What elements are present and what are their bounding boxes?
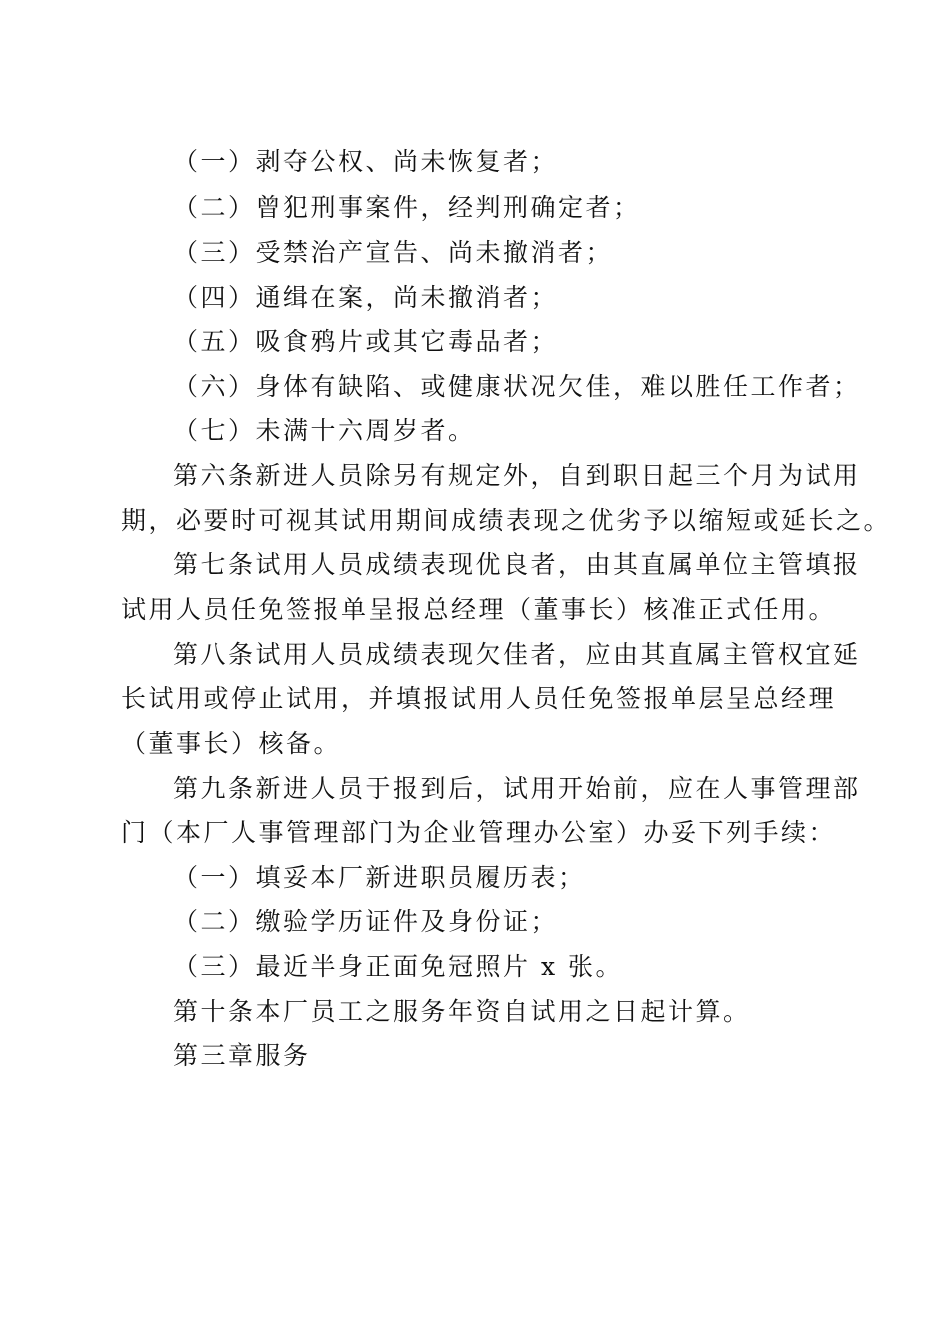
list-item-disqualification-7: （七）未满十六周岁者。 (173, 416, 476, 445)
article-8-line-3: （董事长）核备。 (121, 729, 342, 758)
article-7-line-2: 试用人员任免签报单呈报总经理（董事长）核准正式任用。 (121, 595, 837, 624)
article-9-line-1: 第九条新进人员于报到后，试用开始前，应在人事管理部 (173, 774, 861, 803)
list-item-procedure-1: （一）填妥本厂新进职员履历表； (173, 863, 586, 892)
article-8-line-1: 第八条试用人员成绩表现欠佳者，应由其直属主管权宜延 (173, 640, 861, 669)
list-item-disqualification-1: （一）剥夺公权、尚未恢复者； (173, 147, 559, 176)
list-item-disqualification-6: （六）身体有缺陷、或健康状况欠佳，难以胜任工作者； (173, 372, 861, 401)
article-8-line-2: 长试用或停止试用，并填报试用人员任免签报单层呈总经理 (121, 684, 837, 713)
article-9-line-2: 门（本厂人事管理部门为企业管理办公室）办妥下列手续： (121, 818, 837, 847)
list-item-disqualification-3: （三）受禁治产宣告、尚未撤消者； (173, 238, 614, 267)
article-6-line-1: 第六条新进人员除另有规定外，自到职日起三个月为试用 (173, 461, 861, 490)
list-item-disqualification-4: （四）通缉在案，尚未撤消者； (173, 283, 559, 312)
article-10: 第十条本厂员工之服务年资自试用之日起计算。 (173, 997, 751, 1026)
chapter-3-heading: 第三章服务 (173, 1041, 311, 1070)
list-item-procedure-3: （三）最近半身正面免冠照片 x 张。 (173, 952, 623, 981)
article-6-line-2: 期，必要时可视其试用期间成绩表现之优劣予以缩短或延长之。 (121, 506, 892, 535)
list-item-disqualification-5: （五）吸食鸦片或其它毒品者； (173, 327, 559, 356)
list-item-procedure-2: （二）缴验学历证件及身份证； (173, 907, 559, 936)
list-item-disqualification-2: （二）曾犯刑事案件，经判刑确定者； (173, 193, 641, 222)
article-7-line-1: 第七条试用人员成绩表现优良者，由其直属单位主管填报 (173, 550, 861, 579)
